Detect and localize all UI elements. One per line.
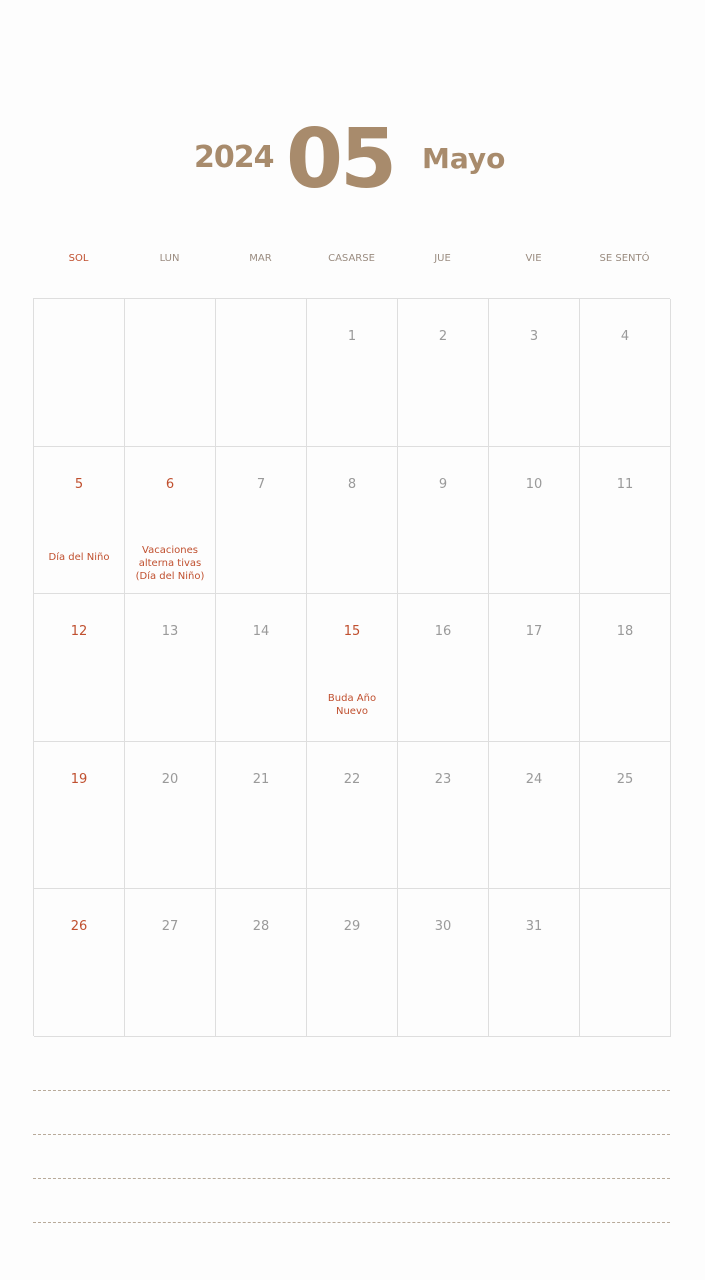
day-cell[interactable] xyxy=(489,299,580,447)
weekday-mon: LUN xyxy=(159,253,180,264)
day-cell[interactable] xyxy=(307,447,398,595)
day-number: 11 xyxy=(616,476,634,492)
day-number: 26 xyxy=(70,919,88,935)
day-number: 17 xyxy=(525,624,543,640)
day-number: 25 xyxy=(616,771,634,787)
day-number: 14 xyxy=(252,624,270,640)
day-number: 19 xyxy=(70,771,88,787)
day-cell[interactable] xyxy=(398,594,489,742)
day-cell[interactable] xyxy=(489,447,580,595)
day-cell[interactable] xyxy=(216,447,307,595)
note-line[interactable] xyxy=(33,1134,670,1135)
day-number: 6 xyxy=(165,476,175,492)
day-cell[interactable] xyxy=(398,299,489,447)
event-label: Vacaciones alterna tivas (Día del Niño) xyxy=(135,544,205,582)
weekday-wed: CASARSE xyxy=(328,253,375,264)
day-number: 21 xyxy=(252,771,270,787)
day-cell[interactable] xyxy=(307,299,398,447)
day-cell[interactable] xyxy=(34,889,125,1037)
day-cell[interactable] xyxy=(307,889,398,1037)
note-line[interactable] xyxy=(33,1222,670,1223)
day-number: 10 xyxy=(525,476,543,492)
day-number: 23 xyxy=(434,771,452,787)
day-cell[interactable] xyxy=(125,742,216,890)
day-cell[interactable] xyxy=(489,889,580,1037)
day-number: 24 xyxy=(525,771,543,787)
day-cell[interactable] xyxy=(125,447,216,595)
note-line[interactable] xyxy=(33,1178,670,1179)
day-number: 13 xyxy=(161,624,179,640)
day-number: 28 xyxy=(252,919,270,935)
day-cell[interactable] xyxy=(489,594,580,742)
day-number: 9 xyxy=(438,476,448,492)
month-number: 05 xyxy=(286,112,395,207)
day-number: 29 xyxy=(343,919,361,935)
day-number: 5 xyxy=(74,476,84,492)
day-number: 2 xyxy=(438,329,448,344)
day-cell[interactable] xyxy=(398,447,489,595)
weekday-thu: JUE xyxy=(434,253,451,264)
day-cell[interactable] xyxy=(580,447,671,595)
day-number: 12 xyxy=(70,624,88,640)
weekday-sun: SOL xyxy=(68,253,89,264)
day-cell[interactable] xyxy=(307,594,398,742)
day-cell[interactable] xyxy=(216,889,307,1037)
day-cell[interactable] xyxy=(489,742,580,890)
day-number: 15 xyxy=(343,624,361,640)
day-number: 31 xyxy=(525,919,543,935)
day-cell[interactable] xyxy=(580,889,671,1037)
day-cell[interactable] xyxy=(216,299,307,447)
day-cell[interactable] xyxy=(34,447,125,595)
day-cell[interactable] xyxy=(580,742,671,890)
day-cell[interactable] xyxy=(125,299,216,447)
day-cell[interactable] xyxy=(216,742,307,890)
day-number: 27 xyxy=(161,919,179,935)
weekday-fri: VIE xyxy=(525,253,542,264)
calendar-grid xyxy=(33,298,670,1036)
weekday-header-row xyxy=(33,253,670,269)
day-number: 7 xyxy=(256,476,266,492)
calendar-header xyxy=(0,112,705,207)
day-cell[interactable] xyxy=(307,742,398,890)
day-cell[interactable] xyxy=(398,889,489,1037)
day-number: 3 xyxy=(529,329,539,344)
day-number: 30 xyxy=(434,919,452,935)
day-cell[interactable] xyxy=(580,299,671,447)
day-cell[interactable] xyxy=(125,594,216,742)
event-label: Buda Año Nuevo xyxy=(327,693,377,718)
day-cell[interactable] xyxy=(125,889,216,1037)
day-cell[interactable] xyxy=(34,594,125,742)
day-cell[interactable] xyxy=(398,742,489,890)
month-name: Mayo xyxy=(422,142,506,175)
day-number: 20 xyxy=(161,771,179,787)
day-number: 1 xyxy=(347,329,357,344)
day-cell[interactable] xyxy=(34,299,125,447)
day-number: 4 xyxy=(620,329,630,344)
day-cell[interactable] xyxy=(34,742,125,890)
weekday-tue: MAR xyxy=(249,253,272,264)
event-label: Día del Niño xyxy=(48,551,110,563)
day-cell[interactable] xyxy=(216,594,307,742)
day-number: 18 xyxy=(616,624,634,640)
year-label: 2024 xyxy=(194,140,274,175)
notes-area xyxy=(33,1090,670,1266)
day-number: 16 xyxy=(434,624,452,640)
note-line[interactable] xyxy=(33,1090,670,1091)
weekday-sat: SE SENTÓ xyxy=(599,253,650,264)
day-number: 22 xyxy=(343,771,361,787)
day-cell[interactable] xyxy=(580,594,671,742)
day-number: 8 xyxy=(347,476,357,492)
